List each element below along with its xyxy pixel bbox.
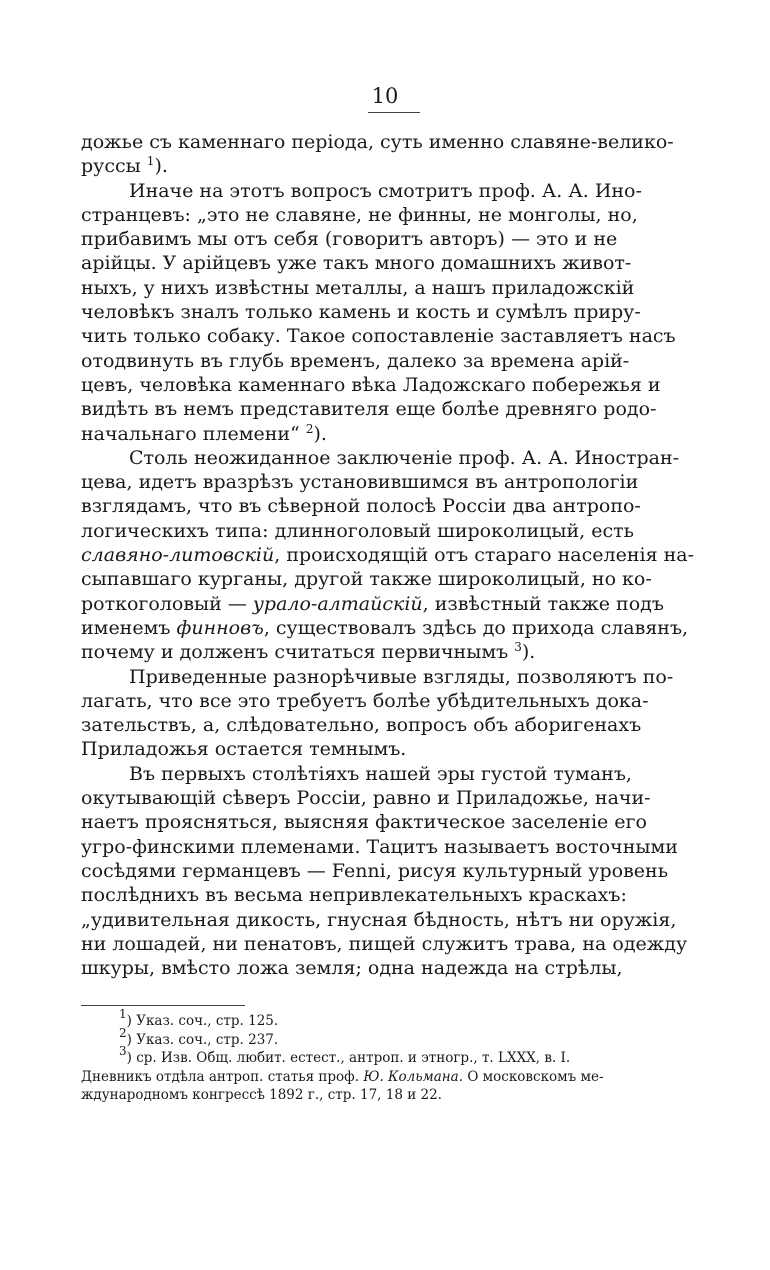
text-run: О московскомъ ме- ждународномъ конгрессѣ 1892 г., стр. 17, 18 и 22. — [81, 1068, 604, 1103]
footnote-marker: 2 — [305, 421, 314, 436]
text-run: , существовалъ здѣсь до прихода славянъ, почему и долженъ считаться первичнымъ — [81, 616, 689, 664]
text-run: ) Указ. соч., стр. 237. — [126, 1031, 279, 1048]
main-text — [81, 130, 723, 980]
footnote-marker: 2 — [119, 1025, 127, 1040]
page-number-rule — [368, 112, 420, 113]
paragraph — [81, 762, 723, 981]
footnote-marker: 1 — [146, 154, 155, 169]
text-run: ). — [154, 155, 168, 178]
text-run: ). — [313, 422, 327, 445]
italic-term: урало-алтайскій — [252, 592, 423, 615]
paragraph — [81, 446, 723, 665]
italic-term: славяно-литовскій — [81, 544, 275, 567]
text-run: ). — [521, 641, 536, 664]
page-number: 10 — [371, 84, 399, 108]
text-run: , извѣстный также подъ именемъ — [81, 592, 664, 639]
paragraph — [81, 179, 723, 446]
footnote-marker: 3 — [514, 640, 522, 655]
paragraph — [81, 665, 723, 762]
text-run: Приведенные разнорѣчивые взгляды, позволяютъ по- лагать, что все это требуетъ болѣе убѣдительныхъ дока- зательствъ, а, слѣдовательно, вопросъ объ аборигенахъ Приладожья остается темнымъ. — [81, 665, 674, 761]
footnote — [81, 1025, 723, 1050]
footnote-separator — [81, 1005, 245, 1006]
footnote-marker: 3 — [119, 1044, 127, 1058]
text-run: ) Указ. соч., стр. 125. — [126, 1013, 279, 1029]
text-run: дожье съ каменнаго періода, суть именно славяне-велико- руссы — [81, 131, 674, 178]
text-run: Столь неожиданное заключеніе проф. А. А. Иностран- цева, идетъ вразрѣзъ установившимся въ антропологіи взглядамъ, что въ сѣверной полосѣ Россіи два антропо- логическихъ типа: длинноголовый широколицый, есть — [81, 446, 680, 542]
text-run: ) ср. Изв. Общ. любит. естест., антроп. и этногр., т. LXXX, в. I. Дневникъ отдѣла антроп. статья проф. — [81, 1050, 571, 1085]
paragraph — [81, 130, 723, 179]
footnote — [81, 1007, 723, 1031]
footnote-marker: 1 — [119, 1007, 127, 1021]
footnote — [81, 1044, 723, 1105]
footnotes — [81, 1007, 723, 1105]
italic-term: Ю. Кольмана. — [363, 1068, 464, 1085]
text-run: Иначе на этотъ вопросъ смотритъ проф. А. А. Ино- странцевъ: „это не славяне, не финны, не монголы, но, прибавимъ мы отъ себя (говоритъ авторъ) — это и не арійцы. У арійцевъ уже такъ много домашнихъ живот- ныхъ, у нихъ извѣстны металлы, а нашъ приладожскій человѣкъ зналъ только камень и кость и сумѣлъ приру- чить только собаку. Такое сопоставленіе заставляетъ насъ отодвинуть въ глубь временъ, далеко за времена арій- цевъ, человѣка каменнаго вѣка Ладожскаго побережья и видѣть въ немъ представителя еще болѣе древняго родо- начальнаго племени“ — [81, 179, 676, 445]
italic-term: финновъ — [176, 616, 264, 639]
text-run: Въ первыхъ столѣтіяхъ нашей эры густой туманъ, окутывающій сѣверъ Россіи, равно и Приладожье, начи- наетъ проясняться, выясняя фактическое заселеніе его угро-финскими племенами. Тацитъ называетъ восточными сосѣдями германцевъ — Fenni, рисуя культурный уровень послѣднихъ въ весьма непривлекательныхъ краскахъ: „удивительная дикость, гнусная бѣдность, нѣтъ ни оружія, ни лошадей, ни пенатовъ, пищей служитъ трава, на одежду шкуры, вмѣсто ложа земля; одна надежда на стрѣлы, — [81, 762, 688, 980]
text-run: , происходящій отъ стараго населенія на- сыпавшаго курганы, другой также широколицый, но ко- роткоголовый — — [81, 544, 695, 615]
